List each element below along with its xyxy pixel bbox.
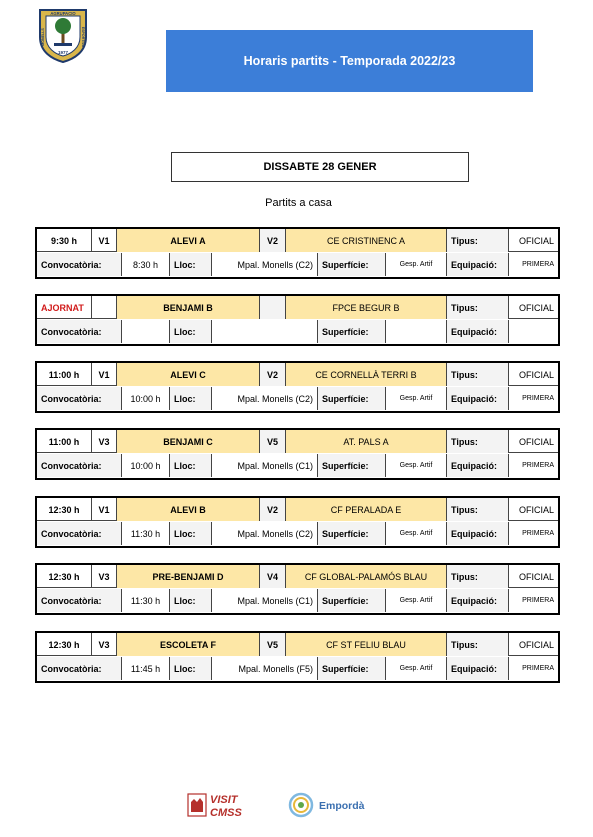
equipacio-label: Equipació: (446, 320, 508, 343)
lloc-label: Lloc: (169, 522, 211, 545)
tipus-label: Tipus: (446, 363, 508, 386)
away-code: V5 (259, 430, 285, 453)
lloc-value: Mpal. Monells (C2) (211, 253, 317, 276)
lloc-value: Mpal. Monells (C2) (211, 522, 317, 545)
logo-year: 1977 (57, 50, 69, 55)
away-code (259, 296, 285, 319)
logo-left-text: MONELLS (41, 28, 45, 46)
convocatoria-value: 8:30 h (121, 253, 169, 276)
home-code: V1 (91, 363, 116, 386)
away-team: CE CRISTINENC A (285, 229, 446, 252)
convocatoria-value (121, 320, 169, 343)
page-title: Horaris partits - Temporada 2022/23 (243, 54, 456, 68)
day-heading (171, 152, 469, 182)
convocatoria-label: Convocatòria: (37, 387, 121, 410)
tipus-label: Tipus: (446, 498, 508, 521)
lloc-value: Mpal. Monells (C2) (211, 387, 317, 410)
away-team: FPCE BEGUR B (285, 296, 446, 319)
match-time: 12:30 h (48, 639, 80, 650)
home-team: ESCOLETA F (116, 633, 259, 656)
lloc-label: Lloc: (169, 387, 211, 410)
superficie-value: Gesp. Artif (385, 657, 446, 680)
match-time: 12:30 h (48, 504, 80, 515)
club-crest-logo (36, 7, 90, 63)
equipacio-value: PRIMERA (508, 454, 558, 477)
match-row-details (37, 253, 558, 276)
match-row-details (37, 522, 558, 545)
day-title: DISSABTE 28 GENER (263, 161, 377, 173)
away-code: V2 (259, 498, 285, 521)
equipacio-label: Equipació: (446, 589, 508, 612)
tipus-value: OFICIAL (508, 498, 558, 521)
convocatoria-label: Convocatòria: (37, 454, 121, 477)
tipus-value: OFICIAL (508, 430, 558, 453)
emporda-logo (288, 790, 378, 820)
superficie-label: Superfície: (317, 320, 385, 343)
superficie-label: Superfície: (317, 657, 385, 680)
superficie-value: Gesp. Artif (385, 589, 446, 612)
lloc-label: Lloc: (169, 253, 211, 276)
lloc-label: Lloc: (169, 657, 211, 680)
lloc-label: Lloc: (169, 589, 211, 612)
convocatoria-label: Convocatòria: (37, 589, 121, 612)
match-time: 11:00 h (48, 369, 80, 380)
equipacio-value: PRIMERA (508, 589, 558, 612)
home-team: BENJAMI B (116, 296, 259, 319)
tipus-label: Tipus: (446, 430, 508, 453)
convocatoria-label: Convocatòria: (37, 320, 121, 343)
equipacio-value: PRIMERA (508, 522, 558, 545)
convocatoria-value: 11:30 h (121, 522, 169, 545)
match-time: 9:30 h (50, 235, 77, 246)
home-code: V1 (91, 498, 116, 521)
tipus-value: OFICIAL (508, 229, 558, 252)
tipus-label: Tipus: (446, 296, 508, 319)
home-code: V3 (91, 565, 116, 588)
convocatoria-label: Convocatòria: (37, 522, 121, 545)
match-block (35, 563, 560, 615)
visit-text: VISIT (210, 794, 238, 806)
equipacio-value: PRIMERA (508, 657, 558, 680)
convocatoria-value: 11:30 h (121, 589, 169, 612)
lloc-value: Mpal. Monells (C1) (211, 589, 317, 612)
away-code: V2 (259, 229, 285, 252)
away-code: V5 (259, 633, 285, 656)
match-row-details (37, 320, 558, 343)
lloc-value: Mpal. Monells (C1) (211, 454, 317, 477)
match-row-details (37, 454, 558, 477)
tipus-value: OFICIAL (508, 296, 558, 319)
home-team: ALEVI A (116, 229, 259, 252)
section-subtitle: Partits a casa (265, 197, 332, 209)
superficie-label: Superfície: (317, 522, 385, 545)
visit-cmss-logo (186, 790, 256, 820)
match-time: 12:30 h (48, 571, 80, 582)
equipacio-label: Equipació: (446, 253, 508, 276)
lloc-label: Lloc: (169, 320, 211, 343)
match-block (35, 428, 560, 480)
equipacio-label: Equipació: (446, 522, 508, 545)
equipacio-label: Equipació: (446, 657, 508, 680)
superficie-label: Superfície: (317, 589, 385, 612)
superficie-value (385, 320, 446, 343)
away-team: CF GLOBAL-PALAMÓS BLAU (285, 565, 446, 588)
equipacio-label: Equipació: (446, 387, 508, 410)
logo-top-text: AGRUPACIO (50, 11, 76, 16)
superficie-value: Gesp. Artif (385, 253, 446, 276)
emporda-text: Empordà (319, 800, 365, 812)
match-time: AJORNAT (41, 302, 84, 313)
lloc-value: Mpal. Monells (F5) (211, 657, 317, 680)
superficie-value: Gesp. Artif (385, 387, 446, 410)
match-row-main (37, 430, 558, 453)
match-row-main (37, 633, 558, 656)
match-row-main (37, 498, 558, 521)
match-row-main (37, 565, 558, 588)
convocatoria-value: 11:45 h (121, 657, 169, 680)
equipacio-value (508, 320, 558, 343)
convocatoria-value: 10:00 h (121, 454, 169, 477)
tipus-value: OFICIAL (508, 633, 558, 656)
match-row-details (37, 387, 558, 410)
convocatoria-label: Convocatòria: (37, 253, 121, 276)
match-time: 11:00 h (48, 436, 80, 447)
home-team: PRE-BENJAMI D (116, 565, 259, 588)
tipus-value: OFICIAL (508, 565, 558, 588)
home-team: BENJAMI C (116, 430, 259, 453)
match-block (35, 227, 560, 279)
away-team: CF PERALADA E (285, 498, 446, 521)
match-row-main (37, 229, 558, 252)
superficie-value: Gesp. Artif (385, 522, 446, 545)
match-row-main (37, 363, 558, 386)
convocatoria-value: 10:00 h (121, 387, 169, 410)
lloc-label: Lloc: (169, 454, 211, 477)
home-code: V3 (91, 430, 116, 453)
tipus-label: Tipus: (446, 565, 508, 588)
equipacio-label: Equipació: (446, 454, 508, 477)
match-block (35, 496, 560, 548)
match-block (35, 361, 560, 413)
home-code (91, 296, 116, 319)
convocatoria-label: Convocatòria: (37, 657, 121, 680)
superficie-label: Superfície: (317, 253, 385, 276)
schedule-title-banner (166, 30, 533, 92)
tipus-label: Tipus: (446, 633, 508, 656)
match-row-details (37, 657, 558, 680)
tipus-value: OFICIAL (508, 363, 558, 386)
equipacio-value: PRIMERA (508, 387, 558, 410)
logo-right-text: ESPORTIVA (81, 26, 85, 48)
match-block (35, 631, 560, 683)
away-team: CF ST FELIU BLAU (285, 633, 446, 656)
home-team: ALEVI C (116, 363, 259, 386)
home-code: V1 (91, 229, 116, 252)
superficie-value: Gesp. Artif (385, 454, 446, 477)
superficie-label: Superfície: (317, 387, 385, 410)
match-block (35, 294, 560, 346)
match-row-details (37, 589, 558, 612)
tipus-label: Tipus: (446, 229, 508, 252)
match-row-main (37, 296, 558, 319)
lloc-value (211, 320, 317, 343)
equipacio-value: PRIMERA (508, 253, 558, 276)
away-code: V4 (259, 565, 285, 588)
home-team: ALEVI B (116, 498, 259, 521)
cmss-text: CMSS (210, 807, 242, 819)
away-team: CE CORNELLÀ TERRI B (285, 363, 446, 386)
away-code: V2 (259, 363, 285, 386)
home-code: V3 (91, 633, 116, 656)
away-team: AT. PALS A (285, 430, 446, 453)
superficie-label: Superfície: (317, 454, 385, 477)
